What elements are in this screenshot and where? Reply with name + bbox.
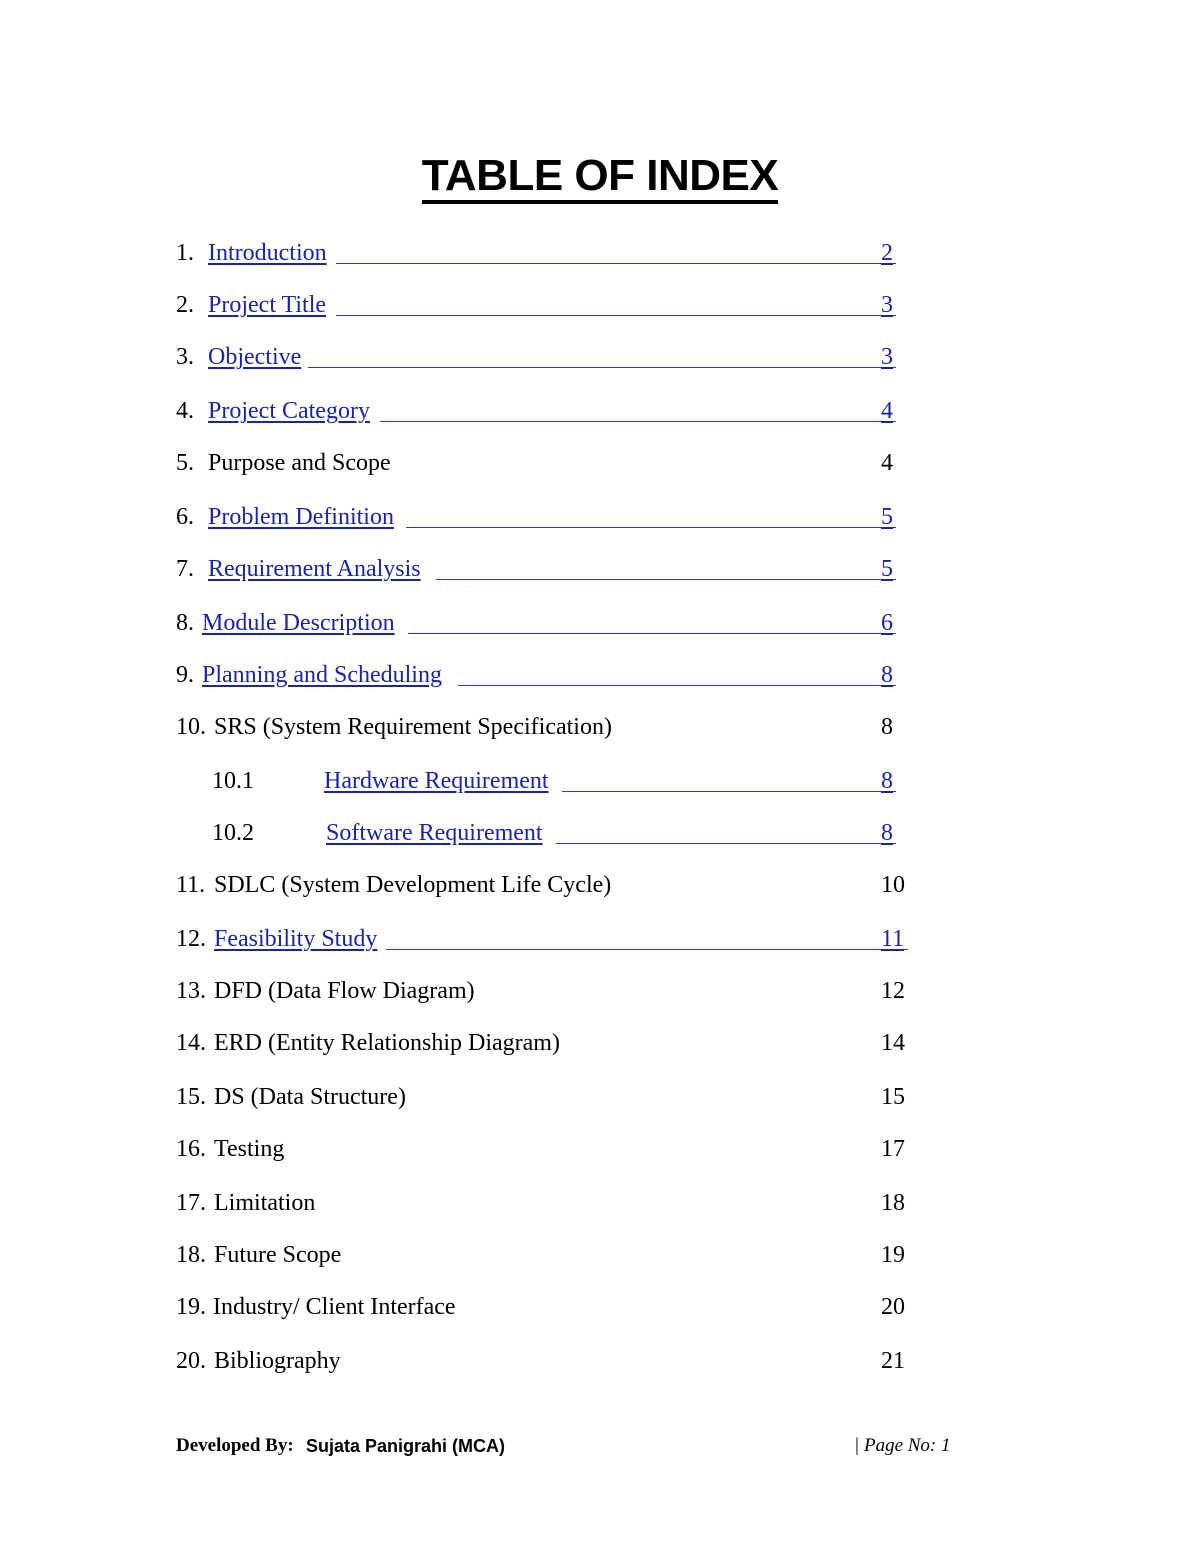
entry-number: 9. bbox=[176, 662, 194, 688]
entry-number: 12. bbox=[176, 926, 206, 952]
toc-entry-10-2[interactable] bbox=[212, 818, 906, 848]
entry-number: 6. bbox=[176, 504, 194, 530]
toc-entry-2[interactable] bbox=[176, 290, 906, 320]
toc-entry-1[interactable] bbox=[176, 238, 906, 268]
toc-entry-14 bbox=[176, 1028, 916, 1058]
entry-link-project-category[interactable]: Project Category bbox=[208, 398, 370, 424]
entry-link-requirement-analysis[interactable]: Requirement Analysis bbox=[208, 556, 421, 582]
leader-line bbox=[386, 949, 908, 950]
entry-number: 10.2 bbox=[212, 820, 254, 846]
entry-page[interactable]: 5 bbox=[881, 504, 893, 530]
entry-number: 18. bbox=[176, 1242, 206, 1268]
leader-line bbox=[556, 843, 896, 844]
entry-page[interactable]: 4 bbox=[881, 398, 893, 424]
entry-page: 17 bbox=[881, 1136, 905, 1162]
entry-page: 20 bbox=[881, 1294, 905, 1320]
toc-entry-10 bbox=[176, 712, 906, 742]
toc-entry-7[interactable] bbox=[176, 554, 906, 584]
entry-label: SDLC (System Development Life Cycle) bbox=[214, 872, 612, 898]
entry-link-objective[interactable]: Objective bbox=[208, 344, 302, 370]
entry-page: 19 bbox=[881, 1242, 905, 1268]
entry-link-hardware-requirement[interactable]: Hardware Requirement bbox=[324, 768, 549, 794]
entry-number: 20. bbox=[176, 1348, 206, 1374]
entry-page: 8 bbox=[881, 714, 893, 740]
developed-by-label: Developed By: bbox=[176, 1435, 294, 1456]
entry-link-planning-and-scheduling[interactable]: Planning and Scheduling bbox=[202, 662, 442, 688]
entry-page[interactable]: 6 bbox=[881, 610, 893, 636]
entry-page[interactable]: 2 bbox=[881, 240, 893, 266]
entry-page: 21 bbox=[881, 1348, 905, 1374]
entry-label: Industry/ Client Interface bbox=[213, 1294, 456, 1320]
toc-entry-16 bbox=[176, 1134, 916, 1164]
entry-number: 16. bbox=[176, 1136, 206, 1162]
toc-entry-5 bbox=[176, 448, 906, 478]
toc-entry-6[interactable] bbox=[176, 502, 906, 532]
entry-link-project-title[interactable]: Project Title bbox=[208, 292, 327, 318]
entry-page[interactable]: 8 bbox=[881, 768, 893, 794]
leader-line bbox=[458, 685, 896, 686]
leader-line bbox=[336, 315, 896, 316]
toc-entry-15 bbox=[176, 1082, 916, 1112]
leader-line bbox=[336, 263, 896, 264]
leader-line bbox=[406, 527, 896, 528]
entry-label: Limitation bbox=[214, 1190, 316, 1216]
entry-link-introduction[interactable]: Introduction bbox=[208, 240, 327, 266]
entry-label: Bibliography bbox=[214, 1348, 341, 1374]
entry-label: Future Scope bbox=[214, 1242, 342, 1268]
entry-page: 14 bbox=[881, 1030, 905, 1056]
toc-entry-4[interactable] bbox=[176, 396, 906, 426]
toc-entry-9[interactable] bbox=[176, 660, 906, 690]
entry-link-problem-definition[interactable]: Problem Definition bbox=[208, 504, 394, 530]
toc-entry-10-1[interactable] bbox=[212, 766, 906, 796]
entry-link-module-description[interactable]: Module Description bbox=[202, 610, 395, 636]
page-number: | Page No: 1 bbox=[854, 1435, 951, 1456]
entry-label: ERD (Entity Relationship Diagram) bbox=[214, 1030, 560, 1056]
entry-page[interactable]: 11 bbox=[881, 926, 905, 952]
toc-entry-17 bbox=[176, 1188, 916, 1218]
leader-line bbox=[308, 367, 896, 368]
entry-number: 15. bbox=[176, 1084, 206, 1110]
entry-number: 11. bbox=[176, 872, 206, 898]
entry-label: DFD (Data Flow Diagram) bbox=[214, 978, 475, 1004]
entry-number: 7. bbox=[176, 556, 194, 582]
toc-entry-8[interactable] bbox=[176, 608, 906, 638]
entry-number: 17. bbox=[176, 1190, 206, 1216]
toc-entry-13 bbox=[176, 976, 916, 1006]
page-footer bbox=[0, 1432, 1200, 1462]
developer-name: Sujata Panigrahi (MCA) bbox=[306, 1436, 506, 1456]
entry-label: DS (Data Structure) bbox=[214, 1084, 406, 1110]
entry-page: 4 bbox=[881, 450, 893, 476]
entry-number: 13. bbox=[176, 978, 206, 1004]
toc-entry-3[interactable] bbox=[176, 342, 906, 372]
entry-number: 10.1 bbox=[212, 768, 254, 794]
entry-number: 14. bbox=[176, 1030, 206, 1056]
entry-page: 18 bbox=[881, 1190, 905, 1216]
leader-line bbox=[436, 579, 896, 580]
entry-page: 15 bbox=[881, 1084, 905, 1110]
entry-page[interactable]: 8 bbox=[881, 820, 893, 846]
leader-line bbox=[380, 421, 896, 422]
entry-number: 19. bbox=[176, 1294, 206, 1320]
toc-entry-20 bbox=[176, 1346, 916, 1376]
leader-line bbox=[408, 633, 896, 634]
entry-label: Testing bbox=[214, 1136, 285, 1162]
entry-number: 8. bbox=[176, 610, 194, 636]
leader-line bbox=[562, 791, 896, 792]
entry-number: 10. bbox=[176, 714, 206, 740]
toc-entry-11 bbox=[176, 870, 916, 900]
entry-number: 1. bbox=[176, 240, 194, 266]
entry-label: Purpose and Scope bbox=[208, 450, 391, 476]
entry-link-feasibility-study[interactable]: Feasibility Study bbox=[214, 926, 378, 952]
entry-number: 4. bbox=[176, 398, 194, 424]
entry-number: 5. bbox=[176, 450, 194, 476]
entry-page[interactable]: 3 bbox=[881, 292, 893, 318]
toc-entry-12[interactable] bbox=[176, 924, 916, 954]
toc-entry-18 bbox=[176, 1240, 916, 1270]
toc-entry-19 bbox=[176, 1292, 916, 1322]
entry-page: 12 bbox=[881, 978, 905, 1004]
entry-page[interactable]: 3 bbox=[881, 344, 893, 370]
entry-page[interactable]: 5 bbox=[881, 556, 893, 582]
entry-number: 3. bbox=[176, 344, 194, 370]
entry-page[interactable]: 8 bbox=[881, 662, 893, 688]
entry-number: 2. bbox=[176, 292, 194, 318]
page-title-text: TABLE OF INDEX bbox=[422, 151, 778, 204]
entry-label: SRS (System Requirement Specification) bbox=[214, 714, 612, 740]
entry-page: 10 bbox=[881, 872, 905, 898]
entry-link-software-requirement[interactable]: Software Requirement bbox=[326, 820, 543, 846]
